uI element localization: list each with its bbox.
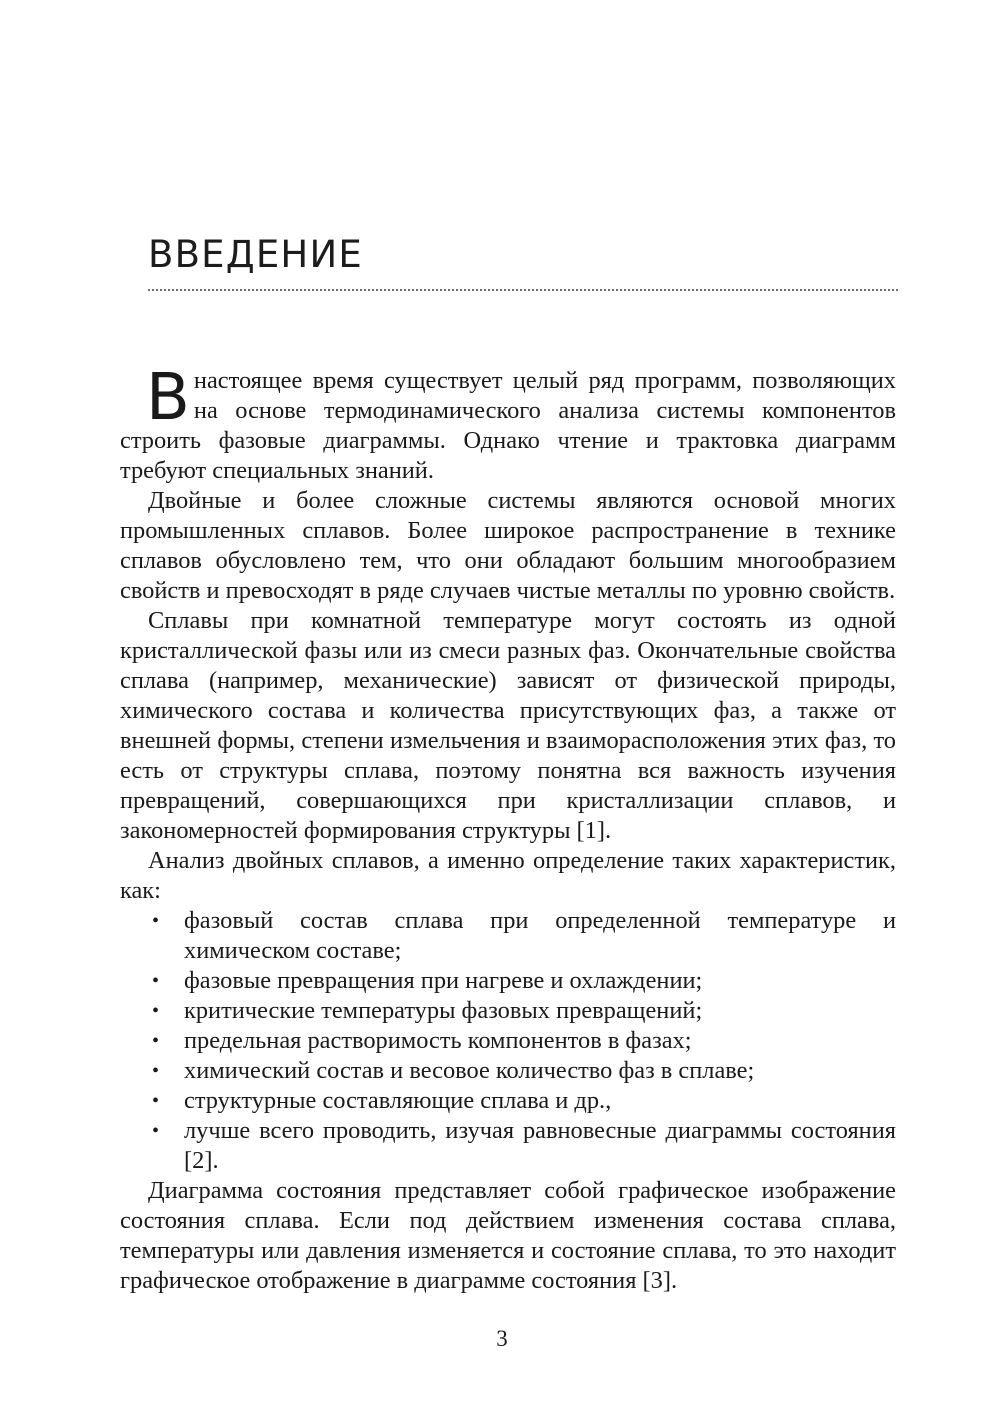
body-text xyxy=(120,361,896,1296)
characteristics-list xyxy=(120,906,896,1176)
list-item: • критические температуры фазовых превращений; xyxy=(152,997,703,1024)
paragraph-structure: Сплавы при комнатной температуре могут состоять из одной кристаллической фазы или из смеси разных фаз. Окончательные свойства сплава (например, механические) зависят от физической природы, химического состава и количества присутствующих фаз, а также от внешней формы, степени измельчения и взаиморасположения этих фаз, то есть от структуры сплава, поэтому понятна вся важность изучения превращений, совершающихся при кристаллизации сплавов, и закономерностей формирования структуры [1]. xyxy=(120,607,896,844)
bullet-icon: • xyxy=(152,1090,160,1112)
list-item: • фазовый состав сплава при определенной температуре и химическом составе; xyxy=(152,907,896,964)
page-number: 3 xyxy=(496,1326,508,1351)
intro-text: настоящее время существует целый ряд программ, позволяющих на основе термодинамического анализа системы компонентов строить фазовые диаграммы. Однако чтение и трактовка диаграмм требуют специальных знаний. xyxy=(120,367,896,484)
title-dotted-rule xyxy=(148,289,898,291)
bullet-icon: • xyxy=(152,1060,160,1082)
paragraph-analysis: Анализ двойных сплавов, а именно определение таких характеристик, как: xyxy=(120,847,896,904)
list-item: • фазовые превращения при нагреве и охлаждении; xyxy=(152,967,703,994)
paragraph-diagram: Диаграмма состояния представляет собой графическое изображение состояния сплава. Если под действием изменения состава сплава, температуры или давления изменяется и состояние сплава, то это находит графическое отображение в диаграмме состояния [3]. xyxy=(120,1177,896,1294)
drop-cap: В xyxy=(146,361,190,435)
list-item: • химический состав и весовое количество фаз в сплаве; xyxy=(152,1057,755,1084)
list-item: • лучше всего проводить, изучая равновесные диаграммы состояния [2]. xyxy=(152,1117,896,1174)
chapter-title: ВВЕДЕНИЕ xyxy=(148,233,363,276)
intro-paragraph xyxy=(120,361,896,486)
bullet-icon: • xyxy=(152,1000,160,1022)
bullet-icon: • xyxy=(152,910,160,932)
list-item: • структурные составляющие сплава и др., xyxy=(152,1087,612,1114)
paragraph-alloys: Двойные и более сложные системы являются основой многих промышленных сплавов. Более широкое распространение в технике сплавов обусловлено тем, что они обладают большим многообразием свойств и превосходят в ряде случаев чистые металлы по уровню свойств. xyxy=(120,487,896,604)
list-item: • предельная растворимость компонентов в фазах; xyxy=(152,1027,692,1054)
bullet-icon: • xyxy=(152,1120,160,1142)
bullet-icon: • xyxy=(152,1030,160,1052)
bullet-icon: • xyxy=(152,970,160,992)
